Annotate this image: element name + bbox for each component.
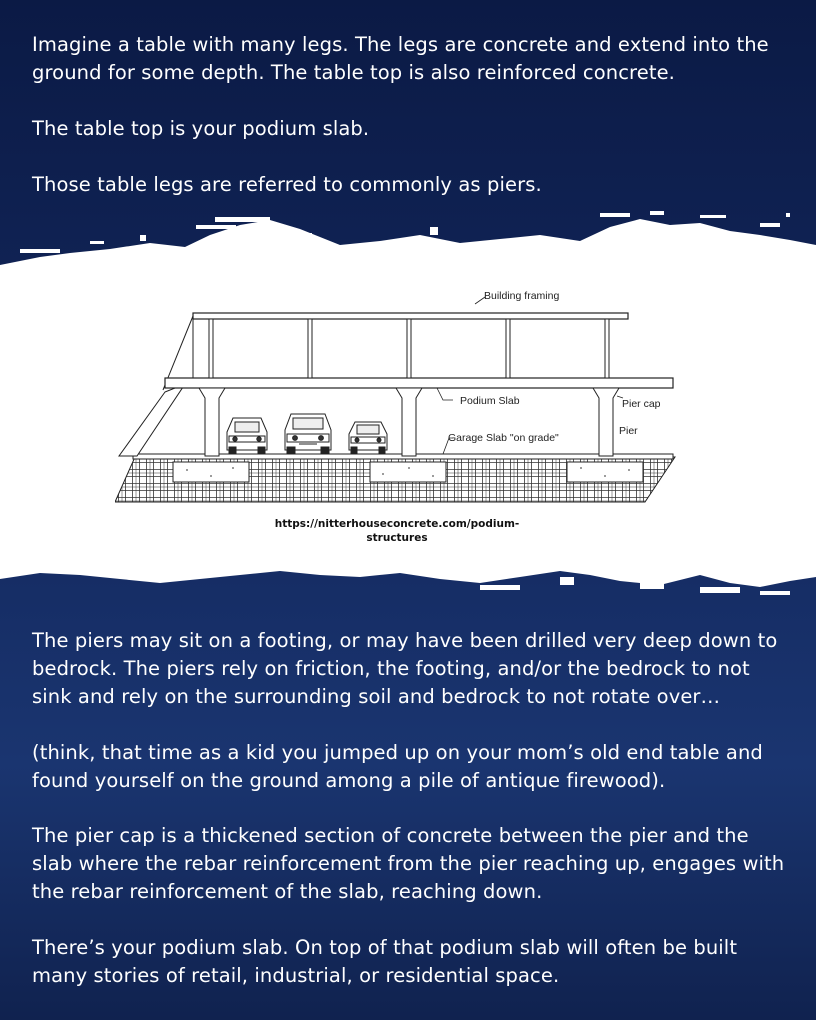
- footing: [370, 462, 446, 482]
- label-pier-cap: Pier cap: [622, 398, 661, 410]
- footing: [173, 462, 249, 482]
- pier: [593, 388, 619, 456]
- conclusion-paragraph: There’s your podium slab. On top of that podium slab will often be built many stories of retail, industrial, or residential space.: [32, 936, 738, 987]
- tabletop-paragraph: The table top is your podium slab.: [32, 117, 370, 140]
- footing: [567, 462, 643, 482]
- framing-columns: [209, 319, 609, 378]
- pier: [396, 388, 422, 456]
- label-podium-slab: Podium Slab: [460, 395, 520, 407]
- podium-slab: [165, 378, 673, 388]
- podium-diagram: [115, 284, 685, 514]
- image-source-caption: https://nitterhouseconcrete.com/podium-structures: [274, 518, 520, 544]
- label-garage-slab: Garage Slab "on grade": [448, 432, 559, 444]
- label-building-framing: Building framing: [484, 290, 560, 302]
- pier-cap-paragraph: The pier cap is a thickened section of concrete between the pier and the slab where the rebar reinforcement from the pier reaching up, engages with the rebar reinforcement of the slab, reaching down.: [32, 824, 785, 903]
- legs-paragraph: Those table legs are referred to commonly as piers.: [32, 173, 542, 196]
- footing-paragraph: The piers may sit on a footing, or may have been drilled very deep down to bedrock. The piers rely on friction, the footing, and/or the bedrock to not sink and rely on the surrounding soil and bedrock to not rotate over…: [32, 629, 778, 708]
- car-icon: [349, 422, 387, 454]
- car-icon: [285, 414, 331, 454]
- car-icon: [227, 418, 267, 454]
- label-pier: Pier: [619, 425, 638, 437]
- anecdote-paragraph: (think, that time as a kid you jumped up on your mom’s old end table and found yourself on the ground among a pile of antique firewood).: [32, 741, 763, 792]
- building-top-slab: [193, 313, 628, 319]
- footings: [173, 462, 643, 482]
- intro-paragraph: Imagine a table with many legs. The legs are concrete and extend into the ground for some depth. The table top is also reinforced concrete.: [32, 33, 769, 84]
- pier: [199, 388, 225, 456]
